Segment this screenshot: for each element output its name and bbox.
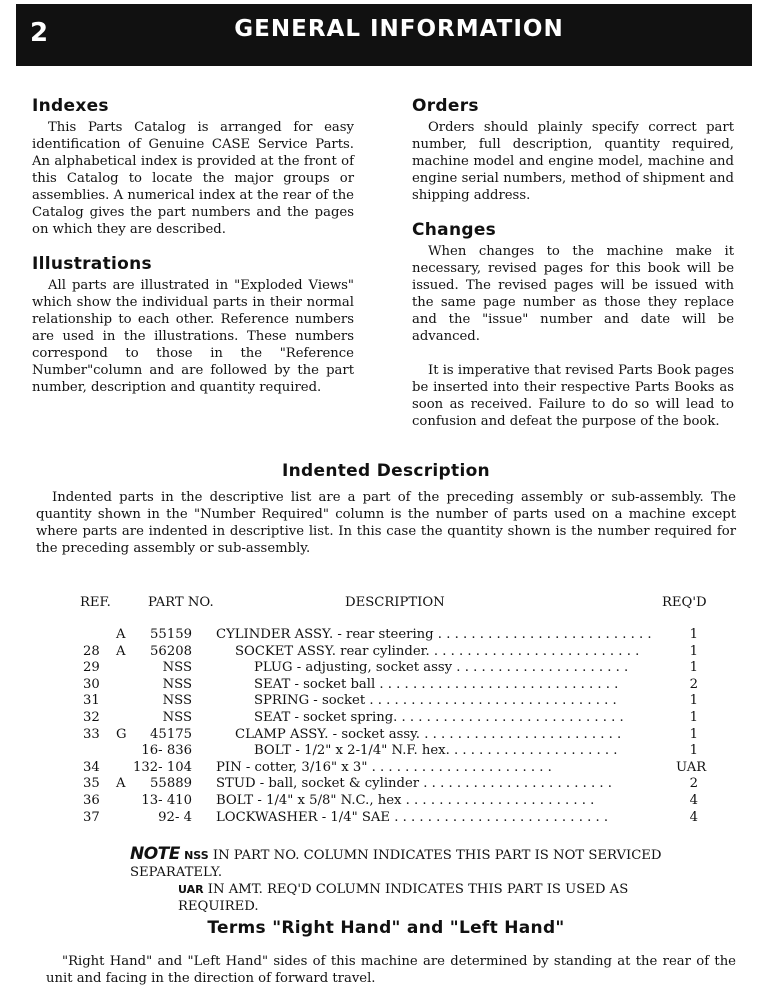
description-cell: LOCKWASHER - 1/4" SAE . . . . . . . . . . . . . . . . . . . . . . . . . . [216, 809, 609, 825]
page-header-bar [16, 4, 752, 66]
table-header-part-no: PART NO. [148, 595, 214, 610]
quantity-cell: 1 [689, 627, 698, 642]
note-block [130, 846, 690, 915]
group-letter-cell: A [116, 627, 126, 642]
quantity-cell: 1 [689, 643, 698, 659]
table-row [0, 760, 772, 777]
description-cell: PLUG - adjusting, socket assy . . . . . . . . . . . . . . . . . . . . . [254, 660, 629, 676]
part-number-cell: 45175 [150, 726, 192, 742]
part-number-cell: NSS [162, 676, 192, 692]
table-row [0, 727, 772, 744]
quantity-cell: UAR [676, 759, 707, 775]
page-number: 2 [30, 18, 49, 48]
nss-abbreviation: NSS [184, 849, 209, 862]
indented-description-heading: Indented Description [282, 461, 490, 481]
part-number-cell: NSS [162, 693, 192, 709]
part-number-cell: 56208 [150, 643, 192, 659]
group-letter-cell: A [116, 643, 126, 659]
description-cell: SPRING - socket . . . . . . . . . . . . . . . . . . . . . . . . . . . . . . [254, 693, 617, 709]
right-column [412, 96, 734, 430]
table-header-ref: REF. [80, 595, 111, 610]
quantity-cell: 2 [689, 676, 698, 692]
changes-heading: Changes [412, 220, 497, 240]
quantity-cell: 4 [689, 792, 698, 808]
uar-explanation: IN AMT. REQ'D COLUMN INDICATES THIS PART IS USED AS REQUIRED. [178, 882, 629, 914]
quantity-cell: 1 [689, 693, 698, 709]
uar-abbreviation: UAR [178, 883, 204, 896]
description-cell: SOCKET ASSY. rear cylinder. . . . . . . . . . . . . . . . . . . . . . . . . . [235, 643, 640, 659]
table-row [0, 644, 772, 661]
orders-body: Orders should plainly specify correct part number, full description, quantity required, machine model and engine model, machine and engine serial numbers, method of shipment and shipping address. [412, 120, 734, 203]
description-cell: SEAT - socket ball . . . . . . . . . . . . . . . . . . . . . . . . . . . . . [254, 676, 619, 692]
table-row [0, 743, 772, 760]
table-row [0, 677, 772, 694]
quantity-cell: 1 [689, 726, 698, 742]
ref-cell: 37 [83, 809, 100, 825]
ref-cell: 29 [83, 660, 100, 676]
ref-cell: 33 [83, 726, 100, 742]
description-cell: BOLT - 1/4" x 5/8" N.C., hex . . . . . . . . . . . . . . . . . . . . . . . [216, 792, 595, 808]
description-cell: BOLT - 1/2" x 2-1/4" N.F. hex. . . . . . . . . . . . . . . . . . . . . [254, 743, 618, 759]
table-header-description: DESCRIPTION [345, 595, 445, 610]
changes-body-1: When changes to the machine make it necessary, revised pages for this book will be issued. The revised pages will be issued with the same page number as those they replace and the "issue" number and date will be advanced. [412, 244, 734, 344]
quantity-cell: 1 [689, 660, 698, 676]
terms-heading: Terms "Right Hand" and "Left Hand" [207, 918, 565, 938]
part-number-cell: 92- 4 [158, 809, 192, 825]
quantity-cell: 1 [689, 743, 698, 759]
part-number-cell: 55159 [150, 627, 192, 642]
table-row [0, 660, 772, 677]
part-number-cell: NSS [162, 709, 192, 725]
note-mark: NOTE [130, 844, 180, 864]
group-letter-cell: A [116, 776, 126, 792]
changes-body-2: It is imperative that revised Parts Book pages be inserted into their respective Parts Books as soon as received. Failure to do so will lead to confusion and defeat the purpose of the book. [412, 363, 734, 429]
table-row [0, 693, 772, 710]
quantity-cell: 2 [689, 776, 698, 792]
left-column [32, 96, 354, 396]
ref-cell: 35 [83, 776, 100, 792]
description-cell: CYLINDER ASSY. - rear steering . . . . . . . . . . . . . . . . . . . . . . . . . . [216, 627, 652, 642]
part-number-cell: 13- 410 [141, 792, 192, 808]
parts-table [0, 627, 772, 826]
table-row [0, 627, 772, 644]
ref-cell: 32 [83, 709, 100, 725]
table-header-reqd: REQ'D [662, 595, 707, 610]
group-letter-cell: G [116, 726, 127, 742]
table-row [0, 710, 772, 727]
indexes-heading: Indexes [32, 96, 109, 116]
description-cell: CLAMP ASSY. - socket assy. . . . . . . . . . . . . . . . . . . . . . . . . [235, 726, 622, 742]
page-title: GENERAL INFORMATION [234, 16, 564, 42]
quantity-cell: 4 [689, 809, 698, 825]
illustrations-heading: Illustrations [32, 254, 152, 274]
part-number-cell: NSS [162, 660, 192, 676]
terms-body: "Right Hand" and "Left Hand" sides of this machine are determined by standing at the rear of the unit and facing in the direction of forward travel. [46, 954, 736, 986]
orders-heading: Orders [412, 96, 479, 116]
description-cell: PIN - cotter, 3/16" x 3" . . . . . . . . . . . . . . . . . . . . . . [216, 759, 552, 775]
part-number-cell: 55889 [150, 776, 192, 792]
part-number-cell: 132- 104 [133, 759, 192, 775]
ref-cell: 34 [83, 759, 100, 775]
description-cell: SEAT - socket spring. . . . . . . . . . . . . . . . . . . . . . . . . . . . [254, 709, 624, 725]
nss-explanation: IN PART NO. COLUMN INDICATES THIS PART IS NOT SERVICED SEPARATELY. [130, 848, 662, 880]
table-row [0, 810, 772, 827]
quantity-cell: 1 [689, 709, 698, 725]
ref-cell: 31 [83, 693, 100, 709]
description-cell: STUD - ball, socket & cylinder . . . . . . . . . . . . . . . . . . . . . . . [216, 776, 612, 792]
table-row [0, 776, 772, 793]
ref-cell: 36 [83, 792, 100, 808]
ref-cell: 30 [83, 676, 100, 692]
indented-description-body: Indented parts in the descriptive list are a part of the preceding assembly or sub-assembly. The quantity shown in the "Number Required" column is the number of parts used on a machine except where parts are indented in descriptive list. In this case the quantity shown is the number required for the preceding assembly or sub-assembly. [36, 490, 736, 556]
ref-cell: 28 [83, 643, 100, 659]
part-number-cell: 16- 836 [141, 743, 192, 759]
indexes-body: This Parts Catalog is arranged for easy identification of Genuine CASE Service Parts. An alphabetical index is provided at the front of this Catalog to locate the major groups or assemblies. A numerical index at the rear of the Catalog gives the part numbers and the pages on which they are described. [32, 120, 354, 237]
illustrations-body: All parts are illustrated in "Exploded Views" which show the individual parts in their normal relationship to each other. Reference numbers are used in the illustrations. These numbers correspond to those in the "Reference Number"column and are followed by the part number, description and quantity required. [32, 278, 354, 395]
table-row [0, 793, 772, 810]
